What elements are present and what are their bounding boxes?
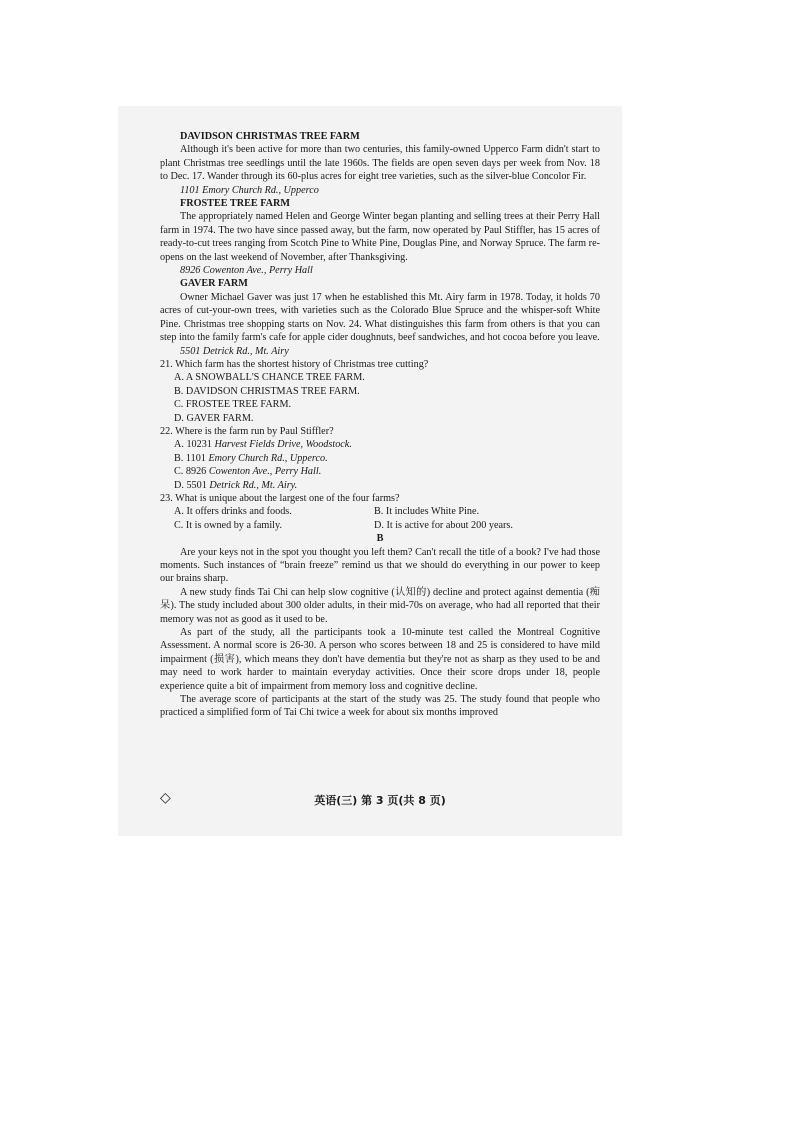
option-address: Harvest Fields Drive, Woodstock. bbox=[214, 439, 352, 451]
farm-address: 5501 Detrick Rd., Mt. Airy bbox=[180, 345, 289, 357]
farm-description: Although it's been active for more than two centuries, this family-owned Upperco Farm didn't start to plant Christmas tree seedlings until the late 1960s. The fields are open seven days per week from Nov. 18 to Dec. 17. Wander through its 60-plus acres for eight tree varieties, such as the silver-blue Concolor Fir. bbox=[160, 144, 600, 183]
option-b bbox=[160, 452, 600, 465]
option-a: A. A SNOWBALL'S CHANCE TREE FARM. bbox=[174, 372, 365, 384]
option-d bbox=[160, 479, 600, 492]
option-number: A. 10231 bbox=[174, 439, 215, 451]
farm-description: The appropriately named Helen and George Winter began planting and selling trees at their Perry Hall farm in 1974. The two have since passed away, but the farm, now operated by Paul Stiffler, has 15 acres of ready-to-cut trees ranging from Scotch Pine to White Pine, Douglas Pine, and Norway Spruce. The farm re-opens on the last weekend of November, after Thanksgiving. bbox=[160, 211, 600, 263]
passage-paragraph: As part of the study, all the participants took a 10-minute test called the Montreal Cognitive Assessment. A normal score is 26-30. A person who scores between 18 and 25 is considered to have mild impairment (损害), which means they don't have dementia but they're not as sharp as they used to be and may need to work harder to maintain everyday activities. Once their score drops under 18, people experience quite a bit of impairment from memory loss and cognitive decline. bbox=[160, 627, 600, 692]
option-b: B. It includes White Pine. bbox=[374, 506, 480, 518]
option-address: Cowenton Ave., Perry Hall. bbox=[208, 466, 322, 478]
option-c bbox=[160, 465, 600, 478]
section-label: B bbox=[376, 533, 384, 545]
option-b: B. DAVIDSON CHRISTMAS TREE FARM. bbox=[174, 385, 360, 397]
option-number: C. 8926 bbox=[174, 466, 209, 478]
farm-description: Owner Michael Gaver was just 17 when he established this Mt. Airy farm in 1978. Today, it holds 70 acres of cut-your-own trees, with varieties such as the Colorado Blue Spruce and the whisper-soft White Pine. Christmas tree shopping starts on Nov. 24. What distinguishes this farm from others is that you can step into the family farm's cafe for apple cider doughnuts, beef sandwiches, and hot cocoa before you leave. bbox=[160, 291, 600, 344]
option-address: Emory Church Rd., Upperco. bbox=[208, 452, 328, 464]
passage-paragraph: Are your keys not in the spot you thought you left them? Can't recall the title of a book? I've had those moments. Such instances of “brain freeze” remind us that we should do everything in our power to keep our brains sharp. bbox=[160, 546, 600, 585]
option-d: D. GAVER FARM. bbox=[174, 412, 254, 424]
farm-address: 1101 Emory Church Rd., Upperco bbox=[180, 184, 319, 196]
page-footer: 英语(三) 第 3 页(共 8 页) bbox=[314, 794, 446, 807]
option-a: A. It offers drinks and foods. bbox=[174, 506, 292, 518]
option-number: B. 1101 bbox=[174, 452, 209, 464]
option-a bbox=[160, 438, 600, 451]
farm-heading: FROSTEE TREE FARM bbox=[180, 198, 291, 210]
passage-paragraph: A new study finds Tai Chi can help slow cognitive (认知的) decline and protect against dementia (痴呆). The study included about 300 older adults, in their mid-70s on average, who had all reported that their memory was not as good as it used to be. bbox=[160, 586, 600, 625]
farm-heading: DAVIDSON CHRISTMAS TREE FARM bbox=[180, 131, 360, 142]
question-22: 22. Where is the farm run by Paul Stiffler? bbox=[160, 425, 334, 437]
option-address: Detrick Rd., Mt. Airy. bbox=[209, 479, 298, 491]
passage-paragraph: The average score of participants at the start of the study was 25. The study found that people who practiced a simplified form of Tai Chi twice a week for about six months improved bbox=[160, 694, 600, 719]
exam-page bbox=[160, 130, 600, 720]
question-21: 21. Which farm has the shortest history of Christmas tree cutting? bbox=[160, 358, 429, 370]
option-d: D. It is active for about 200 years. bbox=[374, 519, 513, 531]
option-c: C. FROSTEE TREE FARM. bbox=[174, 399, 292, 411]
option-row bbox=[160, 505, 600, 518]
option-row bbox=[160, 519, 600, 532]
farm-address: 8926 Cowenton Ave., Perry Hall bbox=[180, 265, 313, 277]
question-23: 23. What is unique about the largest one of the four farms? bbox=[160, 492, 400, 504]
option-c: C. It is owned by a family. bbox=[174, 519, 282, 531]
diamond-icon: ◇ bbox=[160, 790, 171, 806]
farm-heading: GAVER FARM bbox=[180, 278, 248, 290]
option-number: D. 5501 bbox=[174, 479, 210, 491]
